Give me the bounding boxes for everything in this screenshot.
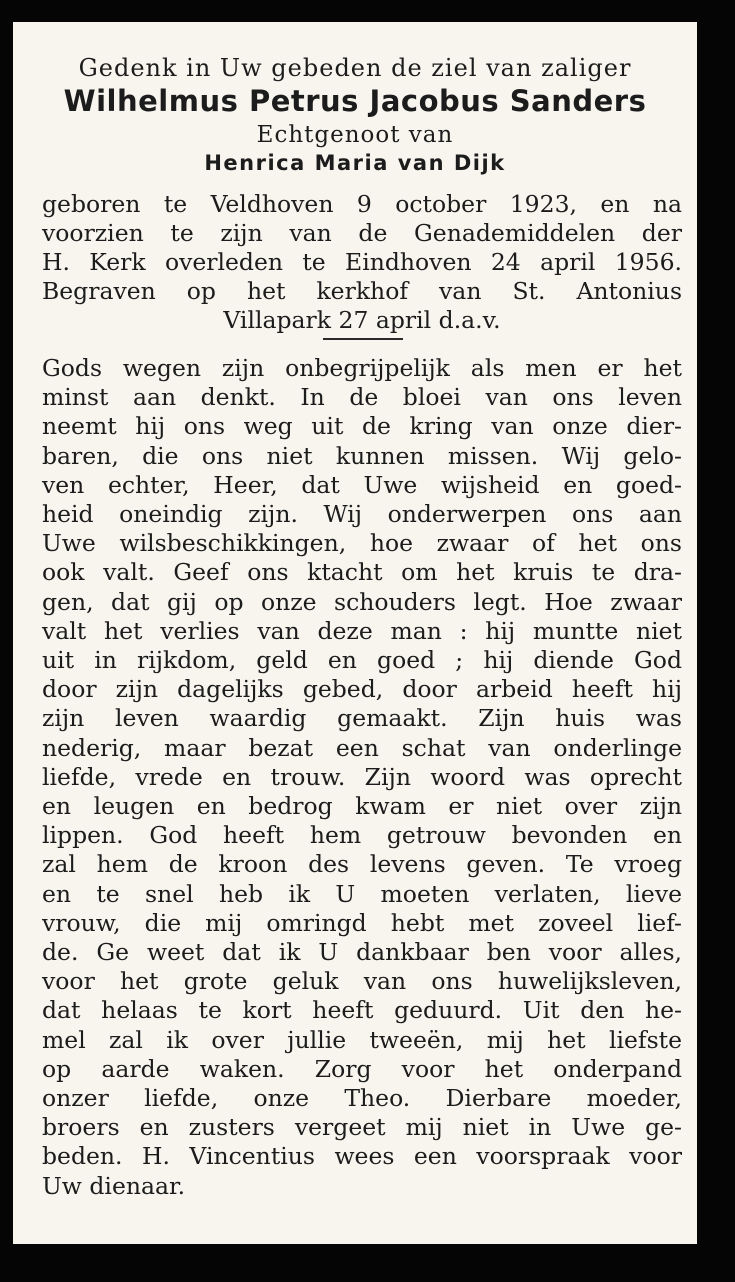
prayer-line: Uw dienaar. [42,1171,186,1200]
card-header [13,52,697,177]
prayer-line: en leugen en bedrog kwam er niet over zijn [42,792,682,821]
prayer-line: broers en zusters vergeet mij niet in Uwe ge- [42,1113,682,1142]
prayer-line: en te snel heb ik U moeten verlaten, lieve [42,879,682,908]
biography [42,190,682,335]
prayer-line: vrouw, die mij omringd hebt met zoveel lief- [42,908,682,937]
bio-line: Begraven op het kerkhof van St. Antonius [42,277,682,305]
prayer-line: zal hem de kroon des levens geven. Te vroeg [42,850,682,879]
bio-line: geboren te Veldhoven 9 october 1923, en na [42,190,682,218]
prayer-line: heid oneindig zijn. Wij onderwerpen ons aan [42,500,682,529]
prayer-line: ook valt. Geef ons ktacht om het kruis te dra- [42,558,682,587]
prayer-line: mel zal ik over jullie tweeën, mij het liefste [42,1025,682,1054]
prayer-line: uit in rijkdom, geld en goed ; hij diende God [42,646,682,675]
deceased-name: Wilhelmus Petrus Jacobus Sanders [63,84,647,118]
memorial-card [13,22,697,1244]
prayer-line: minst aan denkt. In de bloei van ons leven [42,383,682,412]
prayer-line: beden. H. Vincentius wees een voorspraak voor [42,1142,682,1171]
prayer-line: voor het grote geluk van ons huwelijksleven, [42,967,682,996]
prayer-line: lippen. God heeft hem getrouw bevonden en [42,821,682,850]
prayer-line: neemt hij ons weg uit de kring van onze dier- [42,412,682,441]
prayer-line: baren, die ons niet kunnen missen. Wij gelo- [42,441,682,470]
prayer-line: dat helaas te kort heeft geduurd. Uit den he- [42,996,682,1025]
spouse-name: Henrica Maria van Dijk [204,151,506,175]
prayer-line: de. Ge weet dat ik U dankbaar ben voor alles, [42,938,682,967]
prayer-line: op aarde waken. Zorg voor het onderpand [42,1054,682,1083]
prayer-text [42,354,682,1201]
bio-line: voorzien te zijn van de Genademiddelen der [42,219,682,247]
prayer-line: onzer liefde, onze Theo. Dierbare moeder, [42,1084,682,1113]
prayer-line: zijn leven waardig gemaakt. Zijn huis was [42,704,682,733]
spouse-label: Echtgenoot van [256,122,454,148]
bio-line: Villapark 27 april d.a.v. [223,306,501,334]
prayer-line: valt het verlies van deze man : hij muntte niet [42,616,682,645]
prayer-line: ven echter, Heer, dat Uwe wijsheid en goed- [42,470,682,499]
prayer-line: Uwe wilsbeschikkingen, hoe zwaar of het ons [42,529,682,558]
divider [323,338,403,340]
prayer-line: nederig, maar bezat een schat van onderlinge [42,733,682,762]
intro-text: Gedenk in Uw gebeden de ziel van zaliger [78,54,632,82]
prayer-line: gen, dat gij op onze schouders legt. Hoe zwaar [42,587,682,616]
bio-line: H. Kerk overleden te Eindhoven 24 april 1956. [42,248,682,276]
prayer-line: door zijn dagelijks gebed, door arbeid heeft hij [42,675,682,704]
prayer-line: Gods wegen zijn onbegrijpelijk als men er het [42,354,682,382]
prayer-line: liefde, vrede en trouw. Zijn woord was oprecht [42,762,682,791]
